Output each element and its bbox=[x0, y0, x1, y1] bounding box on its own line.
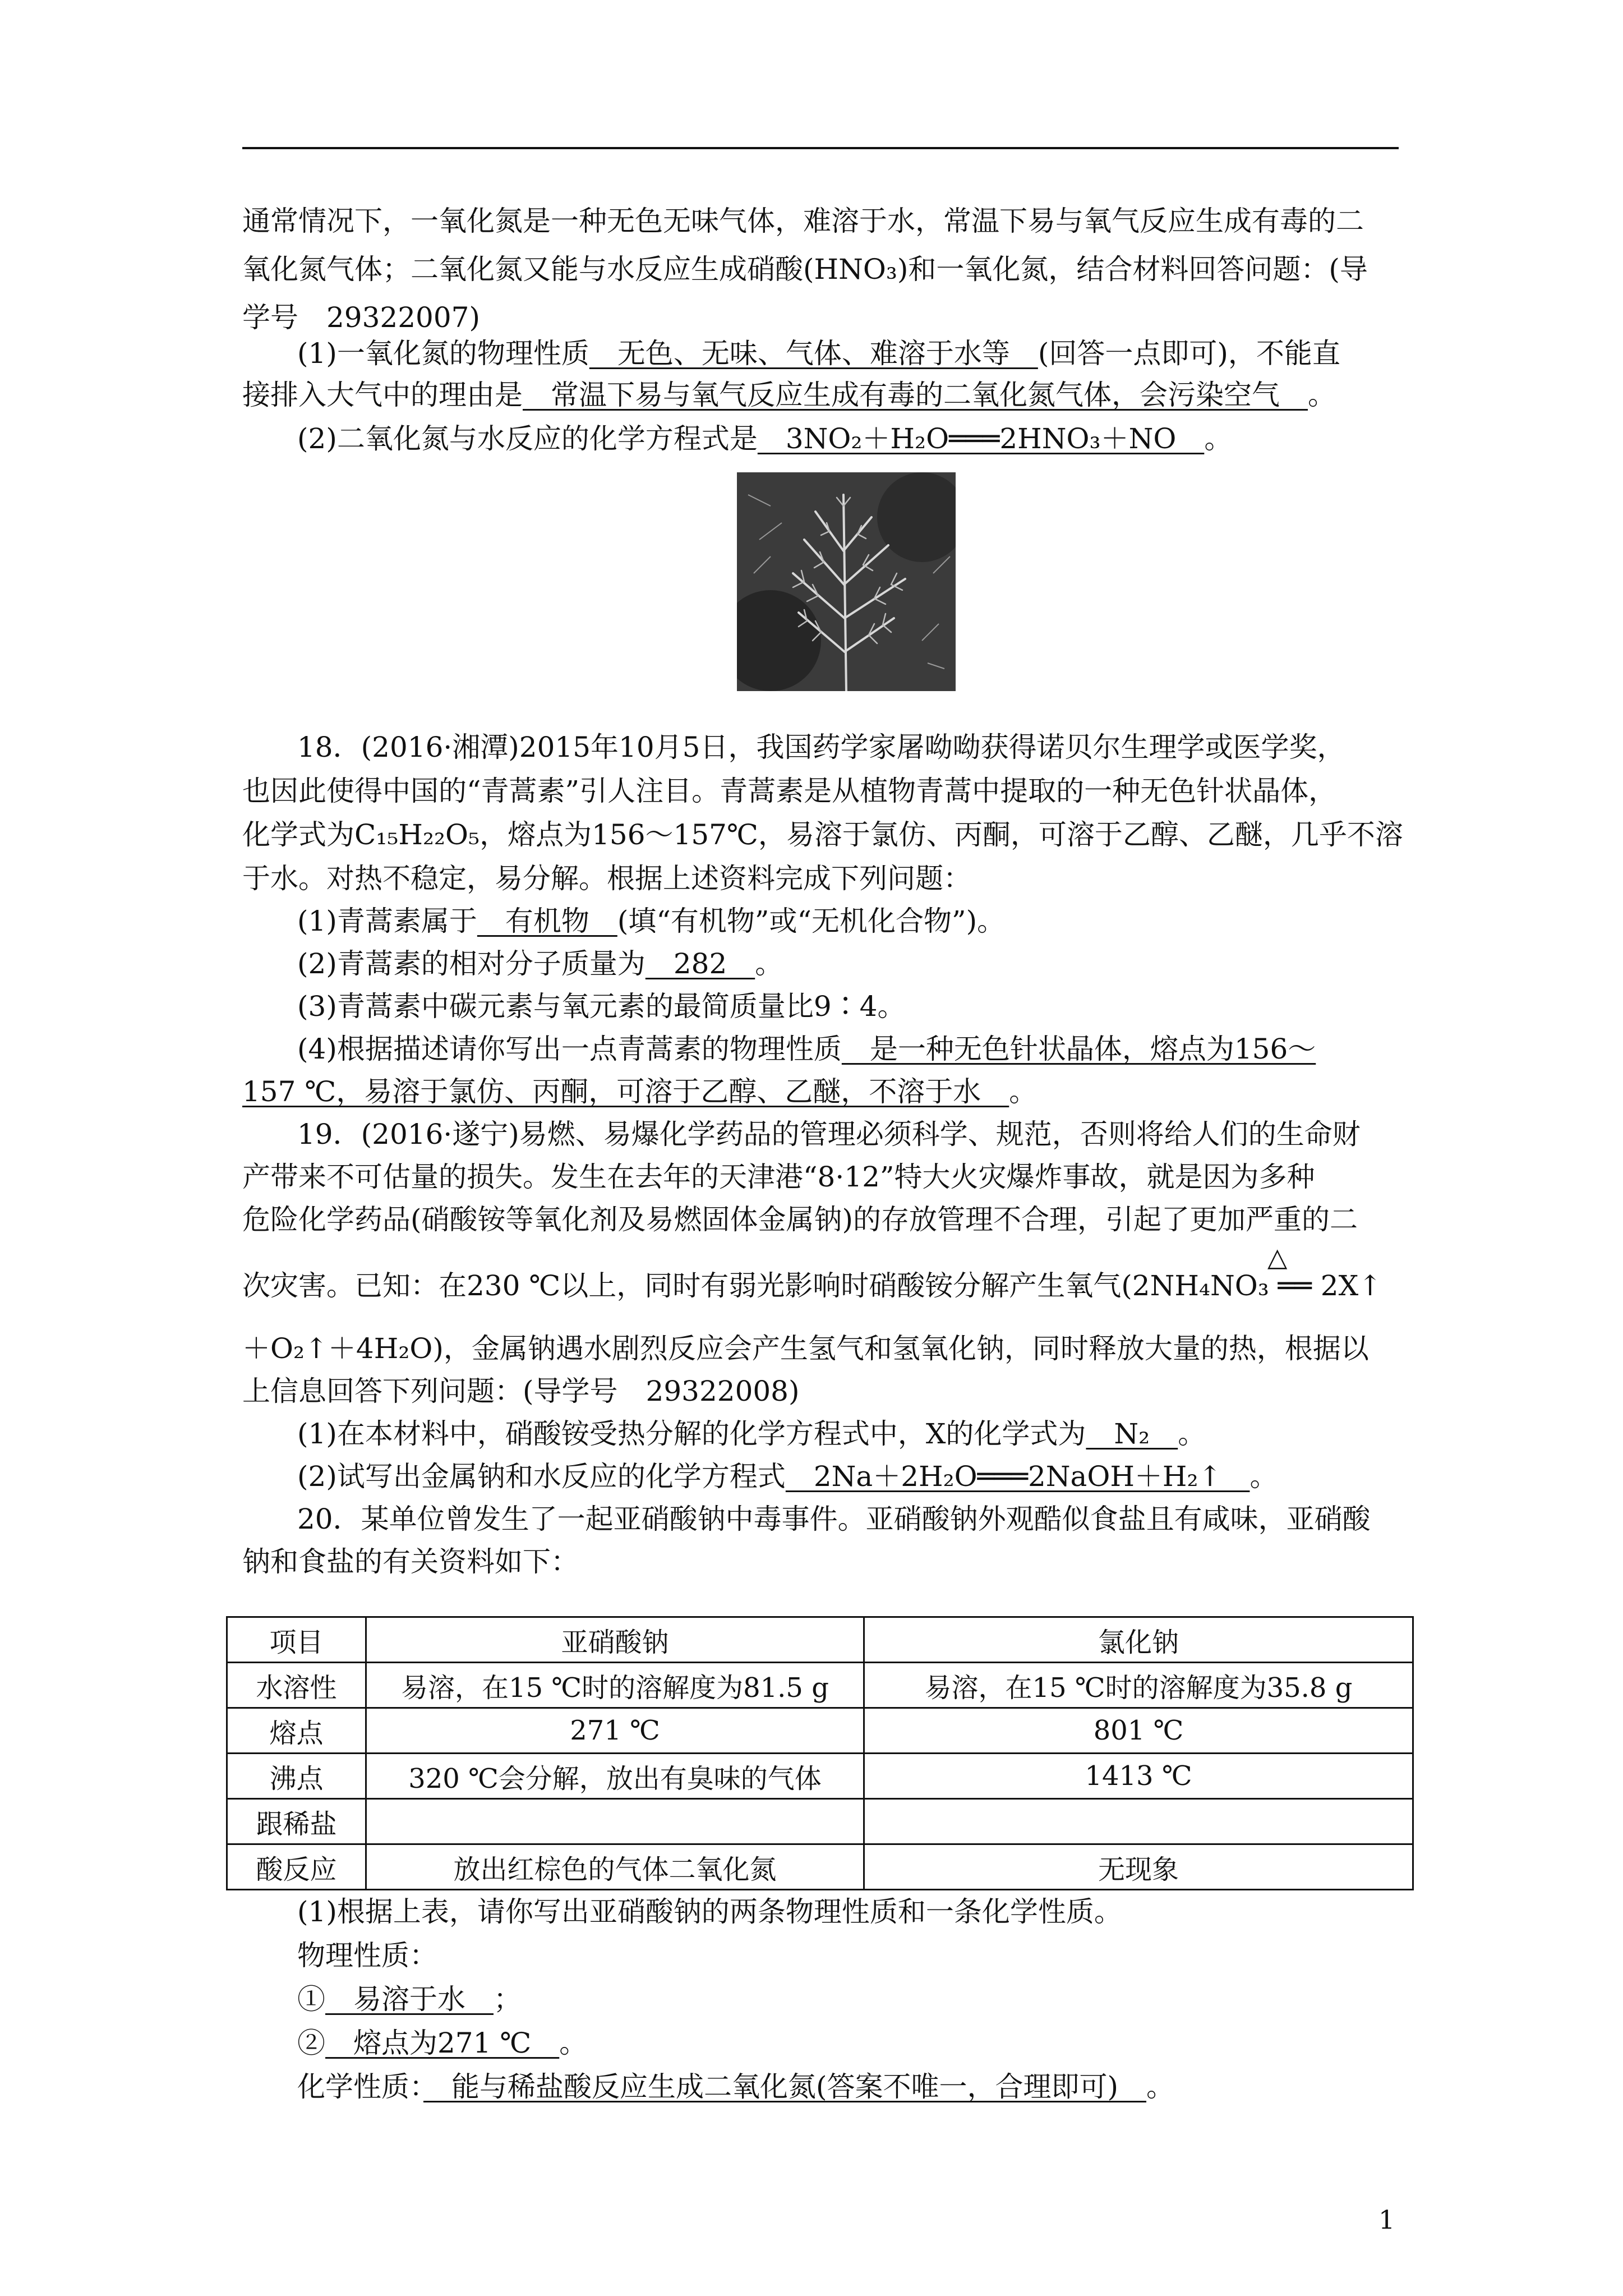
q18-intro-line-4: 于水。对热不稳定，易分解。根据上述资料完成下列问题： bbox=[242, 862, 971, 895]
table-cell: 1413 ℃ bbox=[864, 1754, 1413, 1799]
q19-answer-2: 2Na＋2H₂O═══2NaOH＋H₂↑ bbox=[785, 1460, 1250, 1493]
table-cell: 项目 bbox=[227, 1617, 366, 1663]
q20-intro-line-1: 20．某单位曾发生了一起亚硝酸钠中毒事件。亚硝酸钠外观酷似食盐且有咸味，亚硝酸 bbox=[297, 1503, 1371, 1535]
table-cell: 易溶，在15 ℃时的溶解度为35.8 g bbox=[864, 1663, 1413, 1708]
q17-part1-line-2: 接排入大气中的理由是 常温下易与氧气反应生成有毒的二氧化氮气体，会污染空气 。 bbox=[242, 379, 1336, 411]
table-cell: 酸反应 bbox=[227, 1844, 366, 1890]
table-row bbox=[227, 1844, 1413, 1890]
q19-part2: (2)试写出金属钠和水反应的化学方程式 2Na＋2H₂O═══2NaOH＋H₂↑ 。 bbox=[297, 1460, 1278, 1493]
comparison-table bbox=[226, 1616, 1414, 1890]
q18-part1: (1)青蒿素属于 有机物 (填“有机物”或“无机化合物”)。 bbox=[297, 905, 1006, 937]
q18-part4-line-2: 157 ℃，易溶于氯仿、丙酮，可溶于乙醇、乙醚，不溶于水 。 bbox=[242, 1075, 1038, 1108]
table-cell: 271 ℃ bbox=[366, 1708, 864, 1754]
q19-intro-line-1: 19．(2016·遂宁)易燃、易爆化学药品的管理必须科学、规范，否则将给人们的生命财 bbox=[297, 1118, 1361, 1151]
q17-part1-line-1: (1)一氧化氮的物理性质 无色、无味、气体、难溶于水等 (回答一点即可)，不能直 bbox=[297, 337, 1340, 370]
q17-answer-3: 3NO₂＋H₂O═══2HNO₃＋NO bbox=[757, 422, 1205, 455]
q20-physical-1: ① 易溶于水 ； bbox=[297, 1983, 522, 2016]
q18-part3: (3)青蒿素中碳元素与氧元素的最简质量比9∶4。 bbox=[297, 990, 906, 1023]
table-cell: 氯化钠 bbox=[864, 1617, 1413, 1663]
q19-intro-line-6: 上信息回答下列问题：(导学号 29322008) bbox=[242, 1375, 800, 1407]
table-cell: 亚硝酸钠 bbox=[366, 1617, 864, 1663]
q20-physical-label: 物理性质： bbox=[297, 1939, 437, 1972]
q17-intro-line-1: 通常情况下，一氧化氮是一种无色无味气体，难溶于水，常温下易与氧气反应生成有毒的二 bbox=[242, 205, 1364, 237]
q17-part2: (2)二氧化氮与水反应的化学方程式是 3NO₂＋H₂O═══2HNO₃＋NO 。 bbox=[297, 422, 1233, 455]
table-cell bbox=[864, 1799, 1413, 1844]
q19-intro-line-2: 产带来不可估量的损失。发生在去年的天津港“8·12”特大火灾爆炸事故，就是因为多种 bbox=[242, 1161, 1315, 1193]
header-rule bbox=[242, 147, 1399, 149]
q20-answer-physical-1: 易溶于水 bbox=[325, 1983, 494, 2016]
table-header-row bbox=[227, 1617, 1413, 1663]
table-cell: 跟稀盐 bbox=[227, 1799, 366, 1844]
table-cell: 易溶，在15 ℃时的溶解度为81.5 g bbox=[366, 1663, 864, 1708]
q18-part2: (2)青蒿素的相对分子质量为 282 。 bbox=[297, 947, 783, 980]
q18-intro-line-1: 18．(2016·湘潭)2015年10月5日，我国药学家屠呦呦获得诺贝尔生理学或医学奖， bbox=[297, 731, 1345, 763]
q20-intro-line-2: 钠和食盐的有关资料如下： bbox=[242, 1545, 579, 1578]
table-cell: 熔点 bbox=[227, 1708, 366, 1754]
q17-intro-line-3: 学号 29322007) bbox=[242, 301, 480, 334]
q20-chemical: 化学性质： 能与稀盐酸反应生成二氧化氮(答案不唯一，合理即可) 。 bbox=[297, 2070, 1175, 2103]
table-cell: 水溶性 bbox=[227, 1663, 366, 1708]
q19-intro-line-4: 次灾害。已知：在230 ℃以上，同时有弱光影响时硝酸铵分解产生氧气(2NH₄NO₃ ══ 2X↑ bbox=[242, 1269, 1382, 1302]
artemisia-plant-photo bbox=[737, 472, 956, 691]
q20-physical-2: ② 熔点为271 ℃ 。 bbox=[297, 2027, 588, 2059]
table-row bbox=[227, 1708, 1413, 1754]
table-cell bbox=[366, 1799, 864, 1844]
q17-answer-1: 无色、无味、气体、难溶于水等 bbox=[589, 337, 1038, 370]
q19-intro-line-3: 危险化学药品(硝酸铵等氧化剂及易燃固体金属钠)的存放管理不合理，引起了更加严重的二 bbox=[242, 1203, 1358, 1236]
q17-intro-line-2: 氧化氮气体；二氧化氮又能与水反应生成硝酸(HNO₃)和一氧化氮，结合材料回答问题：(导 bbox=[242, 253, 1368, 286]
q19-part1: (1)在本材料中，硝酸铵受热分解的化学方程式中，X的化学式为 N₂ 。 bbox=[297, 1418, 1206, 1450]
q20-answer-chemical: 能与稀盐酸反应生成二氧化氮(答案不唯一，合理即可) bbox=[423, 2070, 1147, 2103]
table-row bbox=[227, 1663, 1413, 1708]
heating-triangle-symbol: △ bbox=[1267, 1242, 1288, 1272]
page-number: 1 bbox=[1378, 2205, 1395, 2235]
table-cell: 801 ℃ bbox=[864, 1708, 1413, 1754]
table-row bbox=[227, 1799, 1413, 1844]
q18-intro-line-2: 也因此使得中国的“青蒿素”引人注目。青蒿素是从植物青蒿中提取的一种无色针状晶体， bbox=[242, 775, 1337, 807]
table-row bbox=[227, 1754, 1413, 1799]
q18-answer-2: 282 bbox=[645, 947, 755, 980]
q19-intro-line-5: ＋O₂↑＋4H₂O)，金属钠遇水剧烈反应会产生氢气和氢氧化钠，同时释放大量的热，根据以 bbox=[242, 1332, 1369, 1365]
q19-answer-1: N₂ bbox=[1086, 1418, 1178, 1450]
q20-answer-physical-2: 熔点为271 ℃ bbox=[325, 2027, 560, 2059]
q18-answer-4a: 是一种无色针状晶体，熔点为156～ bbox=[841, 1033, 1316, 1065]
q18-intro-line-3: 化学式为C₁₅H₂₂O₅，熔点为156～157℃，易溶于氯仿、丙酮，可溶于乙醇、乙醚，几乎不溶 bbox=[242, 818, 1403, 851]
table-cell: 沸点 bbox=[227, 1754, 366, 1799]
q18-part4-line-1: (4)根据描述请你写出一点青蒿素的物理性质 是一种无色针状晶体，熔点为156～ bbox=[297, 1033, 1316, 1065]
q18-answer-4b: 157 ℃，易溶于氯仿、丙酮，可溶于乙醇、乙醚，不溶于水 bbox=[242, 1075, 1009, 1108]
table-cell: 放出红棕色的气体二氧化氮 bbox=[366, 1844, 864, 1890]
q20-part1: (1)根据上表，请你写出亚硝酸钠的两条物理性质和一条化学性质。 bbox=[297, 1895, 1122, 1928]
q17-answer-2: 常温下易与氧气反应生成有毒的二氧化氮气体，会污染空气 bbox=[523, 379, 1308, 411]
q18-answer-1: 有机物 bbox=[477, 905, 617, 937]
table-cell: 320 ℃会分解，放出有臭味的气体 bbox=[366, 1754, 864, 1799]
table-cell: 无现象 bbox=[864, 1844, 1413, 1890]
